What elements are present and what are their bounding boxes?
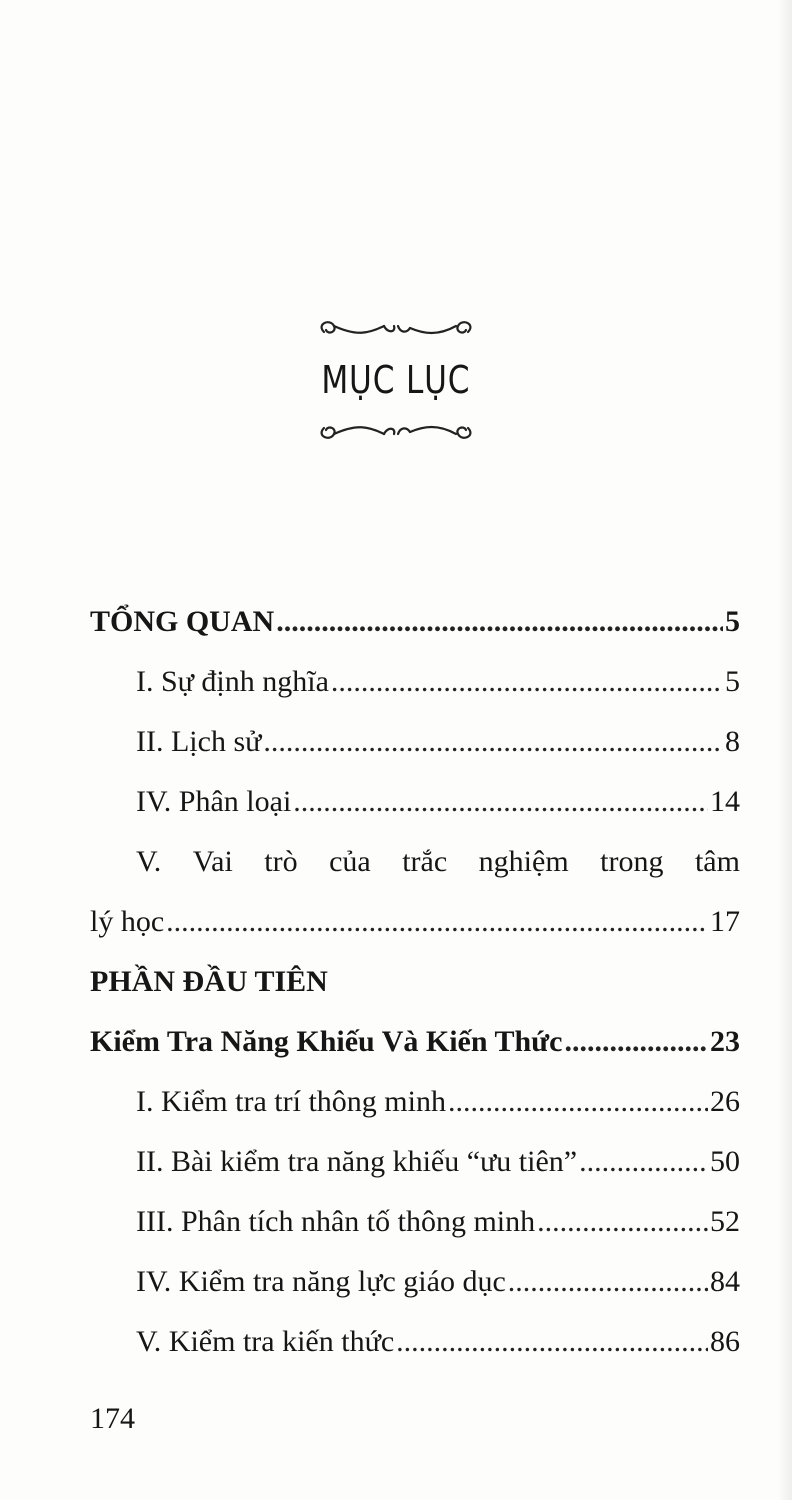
toc-entry-label: Kiểm Tra Năng Khiếu Và Kiến Thức bbox=[90, 1025, 563, 1058]
title-block bbox=[0, 308, 792, 450]
toc-entry-page: 86 bbox=[710, 1325, 740, 1358]
dot-leader bbox=[579, 1132, 708, 1192]
toc-entry-page: 84 bbox=[710, 1265, 740, 1298]
toc-entry[interactable] bbox=[90, 652, 740, 712]
toc-entry[interactable] bbox=[90, 1192, 740, 1252]
dot-leader bbox=[276, 592, 723, 652]
toc-entry-page: 8 bbox=[725, 725, 740, 758]
table-of-contents bbox=[90, 592, 740, 1372]
dot-leader bbox=[263, 712, 723, 772]
wrapped-word: trắc bbox=[402, 845, 448, 878]
toc-entry-label: II. Bài kiểm tra năng khiếu “ưu tiên” bbox=[136, 1145, 578, 1178]
toc-entry-label: II. Lịch sử bbox=[136, 725, 262, 758]
toc-entry-label: IV. Kiểm tra năng lực giáo dục bbox=[136, 1265, 506, 1298]
toc-entry-label: lý học bbox=[90, 905, 165, 938]
toc-entry-page: 17 bbox=[710, 905, 740, 938]
toc-entry-page: 52 bbox=[710, 1205, 740, 1238]
dot-leader bbox=[293, 772, 708, 832]
dot-leader bbox=[331, 652, 723, 712]
toc-entry-label: V. Kiểm tra kiến thức bbox=[136, 1325, 395, 1358]
wrapped-word: nghiệm bbox=[478, 845, 569, 878]
wrapped-word: trong bbox=[600, 845, 664, 878]
dot-leader bbox=[166, 892, 708, 952]
toc-entry-page: 14 bbox=[710, 785, 740, 818]
toc-entry-label: TỔNG QUAN bbox=[90, 605, 275, 638]
wrapped-word: của bbox=[329, 845, 371, 878]
toc-entry-wrapped-second-line[interactable] bbox=[90, 892, 740, 952]
toc-entry-label: I. Kiểm tra trí thông minh bbox=[136, 1085, 446, 1118]
dot-leader bbox=[508, 1252, 708, 1312]
wrapped-word: trò bbox=[264, 845, 298, 878]
wrapped-word: tâm bbox=[694, 845, 740, 878]
toc-entry[interactable] bbox=[90, 1072, 740, 1132]
toc-entry-wrapped-first-line[interactable] bbox=[90, 832, 740, 892]
toc-entry-page: 23 bbox=[710, 1025, 740, 1058]
toc-entry-label: I. Sự định nghĩa bbox=[136, 665, 329, 698]
toc-entry-page: 5 bbox=[725, 605, 740, 638]
toc-entry[interactable] bbox=[90, 1252, 740, 1312]
toc-entry[interactable] bbox=[90, 772, 740, 832]
toc-entry[interactable] bbox=[90, 592, 740, 652]
dot-leader bbox=[565, 1012, 709, 1072]
wrapped-word: V. bbox=[136, 845, 162, 878]
toc-entry-label: III. Phân tích nhân tố thông minh bbox=[136, 1205, 536, 1238]
page-edge-shadow bbox=[778, 0, 792, 1500]
bottom-flourish-icon bbox=[306, 410, 486, 450]
dot-leader bbox=[396, 1312, 708, 1372]
page-number: 174 bbox=[90, 1402, 135, 1435]
dot-leader bbox=[537, 1192, 708, 1252]
toc-entry-page: 5 bbox=[725, 665, 740, 698]
toc-entry[interactable] bbox=[90, 1312, 740, 1372]
toc-entry[interactable] bbox=[90, 1012, 740, 1072]
wrapped-word: Vai bbox=[192, 845, 233, 878]
toc-entry-page: 50 bbox=[710, 1145, 740, 1178]
page-title: MỤC LỤC bbox=[321, 358, 471, 402]
top-flourish-icon bbox=[306, 308, 486, 348]
part-heading: PHẦN ĐẦU TIÊN bbox=[90, 965, 328, 998]
dot-leader bbox=[448, 1072, 708, 1132]
toc-entry-label: IV. Phân loại bbox=[136, 785, 292, 818]
toc-entry[interactable] bbox=[90, 712, 740, 772]
toc-entry[interactable] bbox=[90, 1132, 740, 1192]
toc-entry-page: 26 bbox=[710, 1085, 740, 1118]
